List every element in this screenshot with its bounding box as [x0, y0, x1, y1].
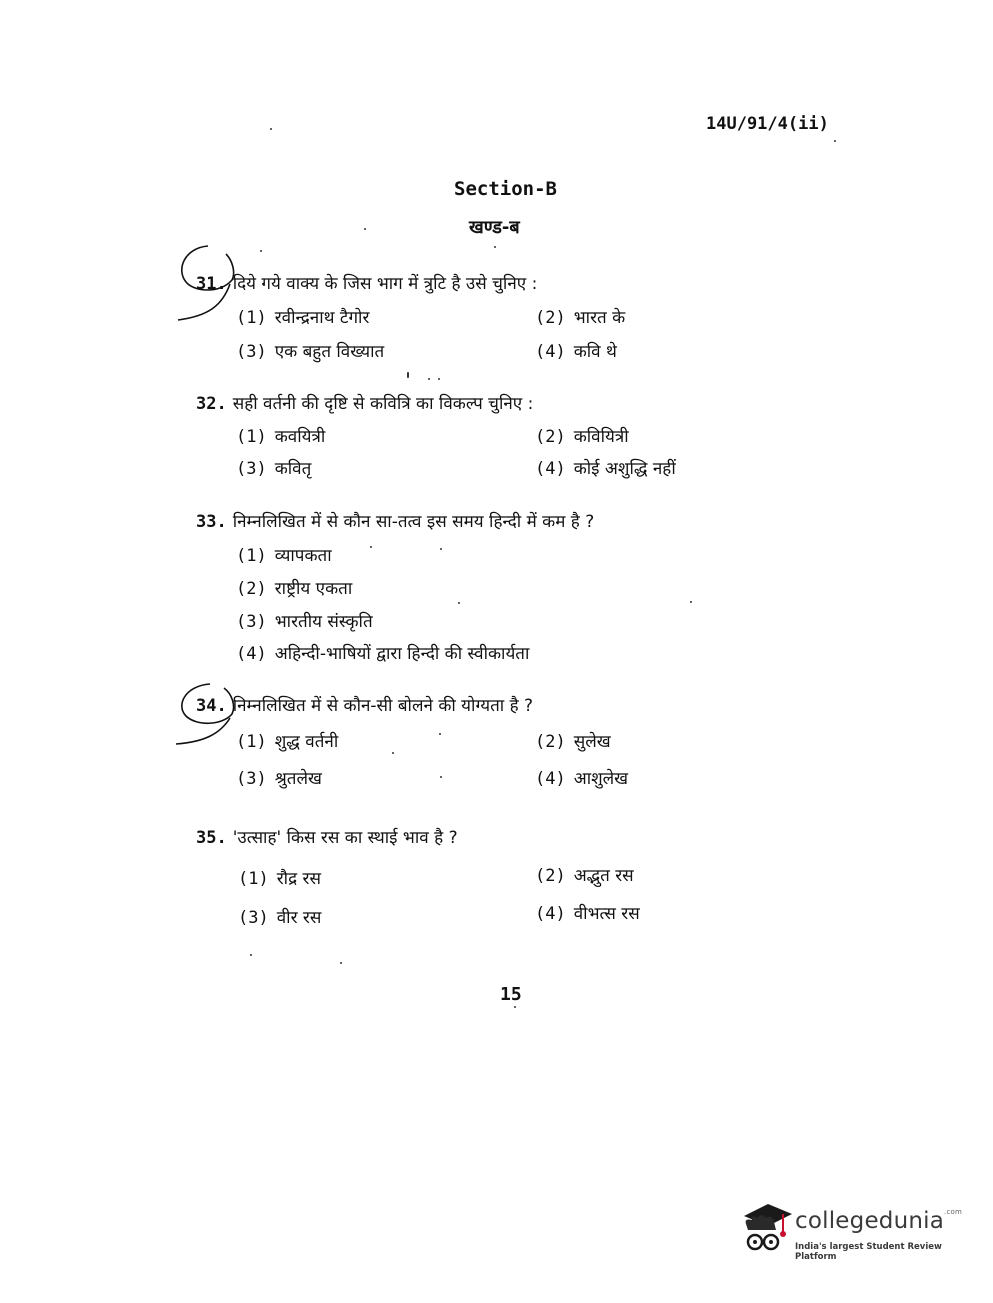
scan-speck [428, 378, 430, 380]
logo-tagline: India's largest Student Review Platform [795, 1242, 942, 1262]
question-text: दिये गये वाक्य के जिस भाग में त्रुटि है उसे चुनिए : [232, 274, 538, 294]
option: (2) कवियित्री [535, 427, 629, 447]
scan-speck [392, 752, 394, 754]
logo-wordmark: collegedunia$^{.com}$ [795, 1208, 963, 1234]
scan-speck [514, 1006, 516, 1008]
pen-circle-mark-34 [170, 676, 240, 756]
question-31 [196, 271, 537, 294]
option: (2) राष्ट्रीय एकता [236, 579, 353, 599]
scan-speck [438, 378, 440, 380]
scan-speck [340, 962, 342, 964]
question-number: 31. [196, 274, 227, 294]
option: (3) कवितृ [236, 459, 312, 479]
scan-speck [458, 602, 460, 604]
option: (2) सुलेख [535, 732, 611, 752]
scan-speck [439, 733, 441, 735]
scan-speck [407, 372, 409, 378]
scan-speck [440, 548, 442, 550]
question-number: 34. [196, 696, 227, 716]
scan-speck [270, 128, 272, 130]
option: (4) कोई अशुद्धि नहीं [535, 459, 676, 479]
option: (1) कवयित्री [236, 427, 326, 447]
option: (2) भारत के [535, 308, 626, 328]
option: (4) वीभत्स रस [535, 904, 640, 924]
paper-code: 14U/91/4(ii) [706, 114, 829, 134]
collegedunia-logo [738, 1196, 963, 1262]
option: (3) भारतीय संस्कृति [236, 612, 373, 632]
option: (4) आशुलेख [535, 769, 629, 789]
scan-speck [364, 228, 366, 230]
option: (3) श्रुतलेख [236, 769, 322, 789]
option: (4) अहिन्दी-भाषियों द्वारा हिन्दी की स्वीकार्यता [236, 644, 530, 664]
option: (3) एक बहुत विख्यात [236, 342, 385, 362]
section-title: Section-B [454, 178, 557, 200]
scan-speck [494, 246, 496, 248]
scan-speck [260, 250, 262, 252]
scan-speck [250, 954, 252, 956]
section-subtitle: खण्ड-ब [469, 217, 520, 238]
scan-speck [440, 776, 442, 778]
option: (1) व्यापकता [236, 546, 332, 566]
option: (1) शुद्ध वर्तनी [236, 732, 339, 752]
page-number: 15 [500, 984, 522, 1005]
option: (1) रौद्र रस [238, 869, 321, 889]
question-33 [196, 509, 594, 532]
option: (1) रवीन्द्रनाथ टैगोर [236, 308, 370, 328]
option: (4) कवि थे [535, 342, 617, 362]
scan-speck [370, 546, 372, 548]
scan-speck [690, 601, 692, 603]
question-text: 'उत्साह' किस रस का स्थाई भाव है ? [232, 828, 458, 848]
question-text: सही वर्तनी की दृष्टि से कवित्रि का विकल्प चुनिए : [232, 394, 534, 414]
question-number: 33. [196, 512, 227, 532]
question-text: निम्नलिखित में से कौन-सी बोलने की योग्यता है ? [232, 696, 534, 716]
question-35 [196, 825, 458, 848]
question-number: 35. [196, 828, 227, 848]
scan-speck [834, 140, 836, 142]
pen-circle-mark-31 [170, 240, 240, 330]
question-text: निम्नलिखित में से कौन सा-तत्व इस समय हिन्दी में कम है ? [232, 512, 595, 532]
question-32 [196, 391, 533, 414]
question-34 [196, 693, 533, 716]
option: (2) अद्भुत रस [535, 866, 634, 886]
option: (3) वीर रस [238, 908, 322, 928]
graduate-mascot-icon [738, 1196, 794, 1262]
question-number: 32. [196, 394, 227, 414]
